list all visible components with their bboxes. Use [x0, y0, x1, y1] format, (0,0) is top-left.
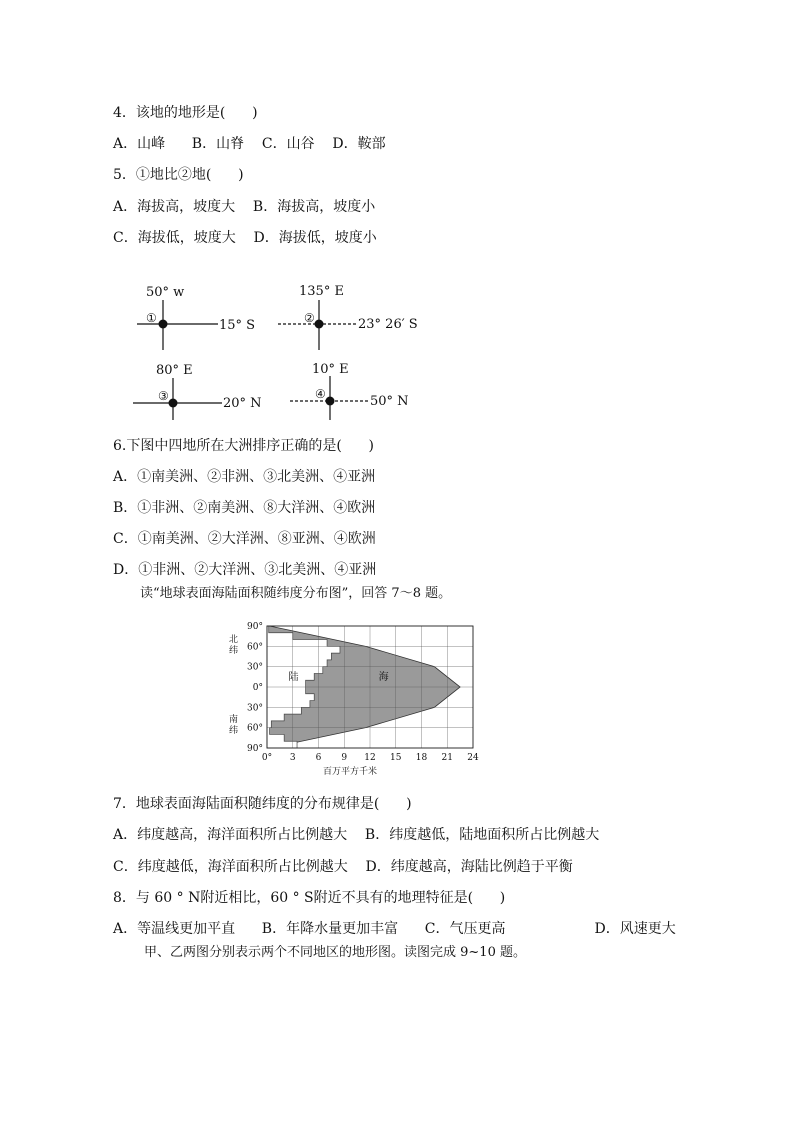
y-label-south: 南 — [229, 715, 239, 725]
x-tick-label: 15 — [390, 753, 402, 763]
x-tick-label: 18 — [415, 753, 428, 763]
p3-right-label: 20° N — [223, 396, 262, 411]
q7-options-ab: A．纬度越高，海洋面积所占比例越大 B．纬度越低，陆地面积所占比例越大 — [113, 827, 600, 843]
q6-option-a: A．①南美洲、②非洲、③北美洲、④亚洲 — [113, 469, 376, 485]
x-tick-label: 12 — [364, 753, 376, 763]
intro-9-10: 甲、乙两图分别表示两个不同地区的地形图。读图完成 9~10 题。 — [144, 945, 526, 960]
coord-point-3 — [133, 363, 262, 420]
sea-label: 海 — [378, 672, 389, 684]
p4-right-label: 50° N — [370, 394, 409, 409]
q5-options-cd: C．海拔低，坡度大 D．海拔低，坡度小 — [113, 230, 377, 246]
y-tick-label: 60° — [247, 642, 263, 653]
p1-top-label: 50° w — [146, 285, 185, 300]
land-label: 陆 — [288, 672, 299, 684]
intro-7-8: 读“地球表面海陆面积随纬度分布图”，回答 7～8 题。 — [140, 586, 452, 601]
p2-right-label: 23° 26′ S — [358, 317, 418, 332]
p3-marker: ③ — [158, 389, 169, 403]
y-tick-label: 90° — [247, 744, 263, 754]
q6-option-c: C．①南美洲、②大洋洲、⑧亚洲、④欧洲 — [113, 531, 376, 547]
coord-point-4 — [290, 362, 409, 420]
p2-marker: ② — [304, 311, 315, 325]
q6-option-b: B．①非洲、②南美洲、⑧大洋洲、④欧洲 — [113, 500, 376, 516]
x-axis-label: 百万平方千米 — [322, 767, 378, 777]
p4-top-label: 10° E — [312, 362, 349, 377]
q4-stem: 4．该地的地形是( ) — [113, 105, 258, 121]
q7-stem: 7．地球表面海陆面积随纬度的分布规律是( ) — [113, 796, 412, 812]
p1-right-label: 15° S — [219, 318, 256, 333]
y-tick-label: 60° — [247, 723, 263, 734]
p3-top-label: 80° E — [156, 363, 193, 378]
x-tick-label: 3 — [289, 753, 296, 763]
p2-top-label: 135° E — [299, 284, 344, 299]
y-tick-label: 30° — [247, 662, 263, 673]
p1-marker: ① — [146, 311, 157, 325]
x-tick-label: 21 — [441, 753, 453, 763]
p4-marker: ④ — [315, 387, 326, 401]
y-label-south: 纬 — [229, 726, 239, 736]
coord-point-2 — [278, 284, 418, 350]
q7-options-cd: C．纬度越低，海洋面积所占比例越大 D．纬度越高，海陆比例趋于平衡 — [113, 859, 573, 875]
sea-land-area-chart — [225, 616, 485, 782]
x-tick-label: 9 — [341, 753, 348, 763]
y-label-north: 北 — [229, 635, 239, 645]
x-tick-label: 6 — [315, 753, 322, 763]
q5-options-ab: A．海拔高，坡度大 B．海拔高，坡度小 — [113, 199, 376, 215]
q6-stem: 6.下图中四地所在大洲排序正确的是( ) — [113, 438, 374, 454]
y-tick-label: 30° — [247, 703, 263, 714]
q8-options: A．等温线更加平直 B．年降水量更加丰富 C．气压更高 D．风速更大 — [113, 921, 676, 937]
x-tick-label: 0° — [261, 753, 273, 763]
y-tick-label: 90° — [247, 622, 263, 632]
q4-options: A．山峰 B．山脊 C．山谷 D．鞍部 — [113, 136, 386, 152]
coord-point-1 — [137, 285, 255, 350]
coordinate-figure — [0, 270, 794, 420]
q8-stem: 8．与 60 ° N附近相比，60 ° S附近不具有的地理特征是( ) — [113, 890, 506, 906]
q6-option-d: D．①非洲、②大洋洲、③北美洲、④亚洲 — [113, 562, 377, 578]
y-label-north: 纬 — [229, 646, 239, 656]
x-tick-label: 24 — [467, 753, 479, 763]
q5-stem: 5．①地比②地( ) — [113, 167, 244, 183]
y-tick-label: 0° — [252, 683, 263, 693]
